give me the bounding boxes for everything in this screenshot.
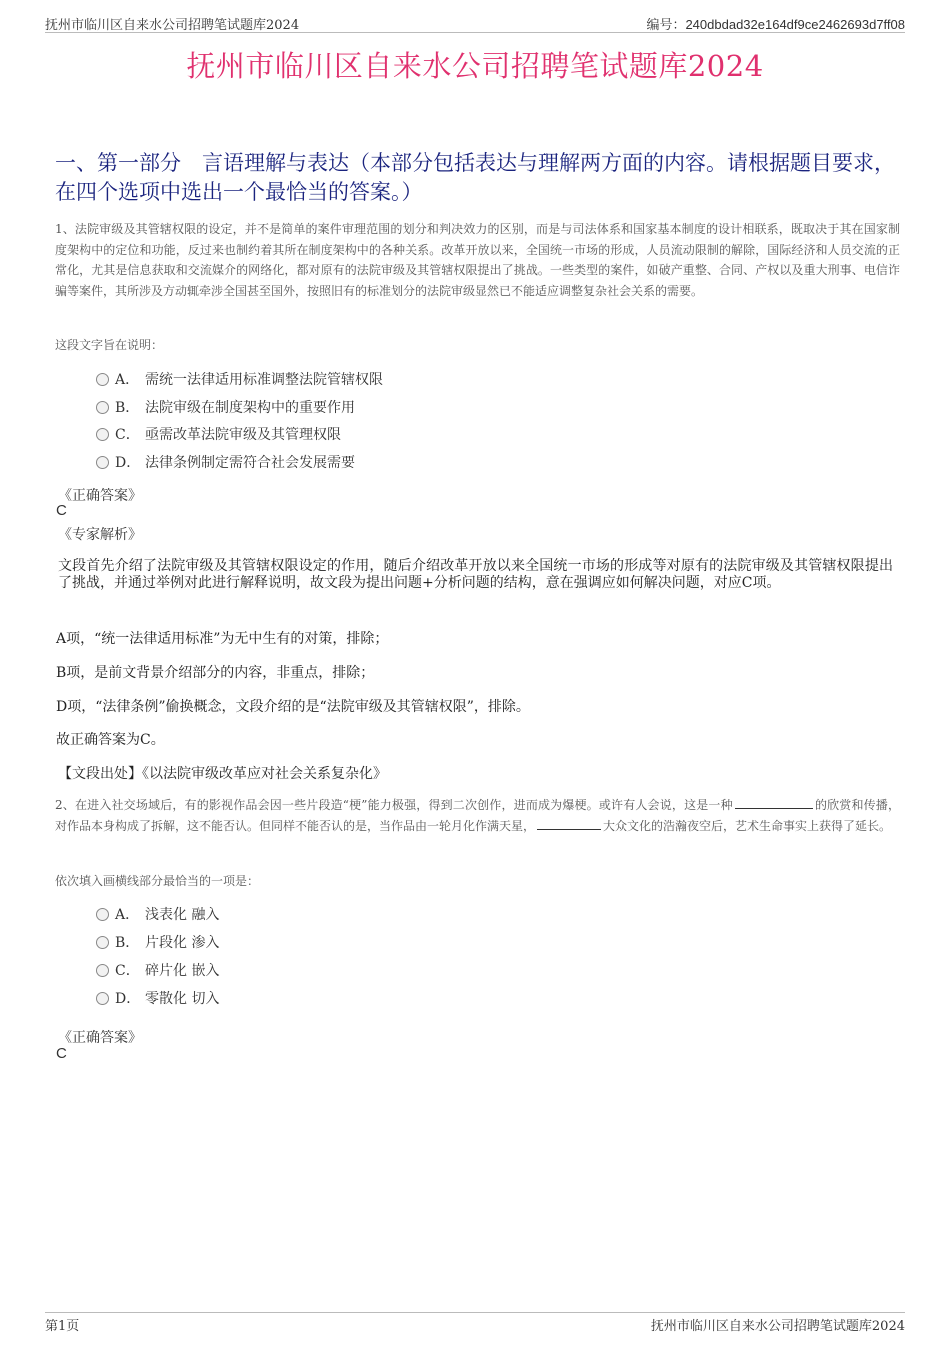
option-label: D． [115, 991, 141, 1007]
q1-analysis-option-d: D项，“法律条例”偷换概念，文段介绍的是“法院审级及其管辖权限”，排除。 [56, 699, 530, 715]
question-1-prompt: 这段文字旨在说明： [55, 338, 164, 352]
option-label: A． [115, 907, 140, 923]
option-text: 亟需改革法院审级及其管理权限 [145, 427, 341, 443]
q2-option-a[interactable] [96, 905, 219, 925]
blank-2 [537, 817, 601, 830]
q1-analysis-option-b: B项，是前文背景介绍部分的内容，非重点，排除； [56, 665, 375, 681]
page-title: 抚州市临川区自来水公司招聘笔试题库2024 [186, 49, 764, 83]
option-text: 法院审级在制度架构中的重要作用 [145, 400, 355, 416]
q2-option-d[interactable] [96, 989, 219, 1009]
option-text: 碎片化 嵌入 [145, 963, 220, 979]
q1-answer-value: C [56, 502, 67, 519]
q1-analysis-heading: 《专家解析》 [58, 527, 142, 543]
q2-text-part-2: 的欣赏和传播，对作品本身构成了拆解，这不能否认。但同样不能否认的是，当作品由一轮月化作满天星， [55, 798, 900, 833]
option-text: 零散化 切入 [145, 991, 220, 1007]
page-header [45, 0, 905, 33]
q1-conclusion: 故正确答案为C。 [56, 732, 165, 748]
radio-icon[interactable] [96, 428, 109, 441]
radio-icon[interactable] [96, 401, 109, 414]
option-label: C． [115, 427, 140, 443]
q2-answer-heading: 《正确答案》 [58, 1030, 142, 1046]
radio-icon[interactable] [96, 373, 109, 386]
q1-analysis-text: 文段首先介绍了法院审级及其管辖权限设定的作用，随后介绍改革开放以来全国统一市场的形成等对原有的法院审级及其管辖权限提出了挑战，并通过举例对此进行解释说明，故文段为提出问题+分析问题的结构，意在强调应如何解决问题，对应C项。 [58, 558, 893, 591]
header-id-code: 240dbdad32e164df9ce2462693d7ff08 [685, 17, 905, 32]
q1-option-a[interactable] [96, 370, 383, 390]
blank-1 [735, 796, 813, 809]
q1-option-d[interactable] [96, 453, 355, 473]
radio-icon[interactable] [96, 964, 109, 977]
header-doc-title: 抚州市临川区自来水公司招聘笔试题库2024 [45, 18, 300, 33]
footer-doc-title: 抚州市临川区自来水公司招聘笔试题库2024 [650, 1319, 905, 1334]
option-label: A． [115, 372, 140, 388]
question-2-text [55, 795, 900, 836]
option-text: 需统一法律适用标准调整法院管辖权限 [145, 372, 383, 388]
option-text: 片段化 渗入 [145, 935, 220, 951]
header-id-label: 编号： [646, 18, 686, 33]
option-label: B． [115, 935, 140, 951]
q1-source: 【文段出处】《以法院审级改革应对社会关系复杂化》 [58, 766, 387, 782]
question-2-prompt: 依次填入画横线部分最恰当的一项是： [55, 874, 260, 888]
footer-page-number: 第1页 [45, 1319, 80, 1334]
q1-option-c[interactable] [96, 425, 341, 445]
q2-option-b[interactable] [96, 933, 219, 953]
q1-answer-heading: 《正确答案》 [58, 488, 142, 504]
radio-icon[interactable] [96, 992, 109, 1005]
page-footer [45, 1312, 905, 1334]
q1-option-b[interactable] [96, 398, 355, 418]
radio-icon[interactable] [96, 908, 109, 921]
q1-analysis-option-a: A项，“统一法律适用标准”为无中生有的对策，排除； [56, 631, 389, 647]
q2-text-part-3: 大众文化的浩瀚夜空后，艺术生命事实上获得了延长。 [603, 818, 892, 833]
option-label: B． [115, 400, 140, 416]
section-heading: 一、第一部分 言语理解与表达（本部分包括表达与理解两方面的内容。请根据题目要求，在四个选项中选出一个最恰当的答案。） [55, 151, 895, 204]
header-doc-id [646, 14, 905, 33]
option-text: 浅表化 融入 [145, 907, 220, 923]
radio-icon[interactable] [96, 936, 109, 949]
q2-option-c[interactable] [96, 961, 219, 981]
radio-icon[interactable] [96, 456, 109, 469]
option-label: D． [115, 455, 141, 471]
option-text: 法律条例制定需符合社会发展需要 [145, 455, 355, 471]
q2-answer-value: C [56, 1045, 67, 1062]
q2-text-part-1: 2、在进入社交场域后，有的影视作品会因一些片段造“梗”能力极强，得到二次创作，进而成为爆梗。或许有人会说，这是一种 [55, 798, 733, 812]
option-label: C． [115, 963, 140, 979]
question-1-text: 1、法院审级及其管辖权限的设定，并不是简单的案件审理范围的划分和判决效力的区别，而是与司法体系和国家基本制度的设计相联系，既取决于其在国家制度架构中的定位和功能，反过来也制约着其所在制度架构中的各种关系。改革开放以来，全国统一市场的形成，人员流动限制的解除，国际经济和人员交流的正常化，尤其是信息获取和交流媒介的网络化，都对原有的法院审级及其管辖权限提出了挑战。一些类型的案件，如破产重整、合同、产权以及重大刑事、电信诈骗等案件，其所涉及方动辄牵涉全国甚至国外，按照旧有的标准划分的法院审级显然已不能适应调整复杂社会关系的需要。 [55, 222, 900, 298]
